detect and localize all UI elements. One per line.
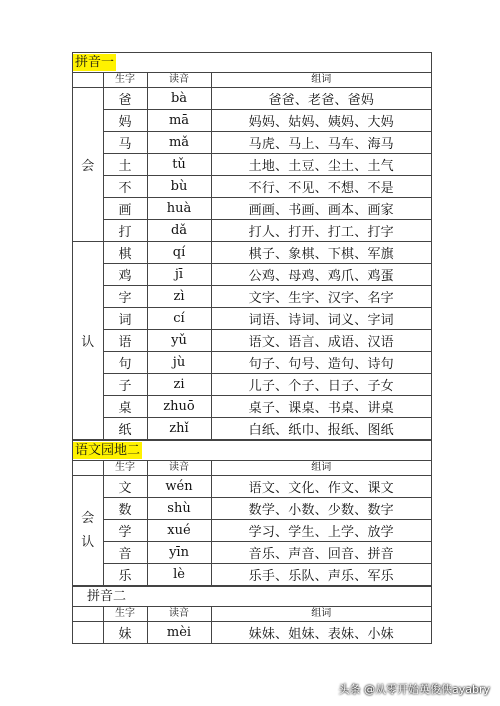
section-header [73, 586, 431, 607]
category-label: 会 认 [73, 476, 103, 586]
pinyin-cell: yǔ [147, 330, 211, 352]
table-row [73, 286, 431, 308]
words-cell: 爸爸、老爸、爸妈 [211, 88, 431, 110]
char-cell: 妈 [103, 110, 147, 132]
table-row [73, 396, 431, 418]
char-cell: 爸 [103, 88, 147, 110]
table-row [73, 330, 431, 352]
pinyin-cell: huà [147, 198, 211, 220]
words-cell: 句子、句号、造句、诗句 [211, 352, 431, 374]
char-cell: 词 [103, 308, 147, 330]
pinyin-cell: wén [147, 476, 211, 498]
char-cell: 画 [103, 198, 147, 220]
table-row [73, 198, 431, 220]
words-cell: 语文、语言、成语、汉语 [211, 330, 431, 352]
words-cell: 妈妈、姑妈、姨妈、大妈 [211, 110, 431, 132]
table-row [73, 176, 431, 198]
words-cell: 词语、诗词、词义、字词 [211, 308, 431, 330]
char-cell: 文 [103, 476, 147, 498]
words-cell: 儿子、个子、日子、子女 [211, 374, 431, 396]
pinyin-cell: zhǐ [147, 418, 211, 440]
char-cell: 马 [103, 132, 147, 154]
header-char: 生字 [103, 607, 147, 622]
words-cell: 打人、打开、打工、打字 [211, 220, 431, 242]
pinyin-cell: zì [147, 286, 211, 308]
header-words: 组词 [211, 607, 431, 622]
category-label [73, 622, 103, 644]
header-pinyin: 读音 [147, 461, 211, 476]
table-header-row [73, 607, 431, 622]
header-pinyin: 读音 [147, 607, 211, 622]
table-header-row [73, 461, 431, 476]
vocab-table [73, 461, 431, 586]
char-cell: 音 [103, 542, 147, 564]
table-row [73, 622, 431, 644]
pinyin-cell: xué [147, 520, 211, 542]
table-row [73, 154, 431, 176]
header-blank [73, 607, 103, 622]
words-cell: 公鸡、母鸡、鸡爪、鸡蛋 [211, 264, 431, 286]
pinyin-cell: cí [147, 308, 211, 330]
table-row [73, 498, 431, 520]
vocab-sheet [72, 52, 432, 644]
section-title: 语文园地二 [75, 443, 141, 458]
words-cell: 数学、小数、少数、数字 [211, 498, 431, 520]
table-row [73, 352, 431, 374]
table-row [73, 564, 431, 586]
table-row [73, 542, 431, 564]
pinyin-cell: bù [147, 176, 211, 198]
vocab-table [73, 607, 431, 644]
header-char: 生字 [103, 461, 147, 476]
words-cell: 白纸、纸巾、报纸、图纸 [211, 418, 431, 440]
words-cell: 乐手、乐队、声乐、军乐 [211, 564, 431, 586]
pinyin-cell: bà [147, 88, 211, 110]
vocab-table [73, 73, 431, 440]
words-cell: 画画、书画、画本、画家 [211, 198, 431, 220]
header-pinyin: 读音 [147, 73, 211, 88]
section-header [73, 52, 431, 73]
table-row [73, 374, 431, 396]
char-cell: 棋 [103, 242, 147, 264]
pinyin-cell: mǎ [147, 132, 211, 154]
words-cell: 马虎、马上、马车、海马 [211, 132, 431, 154]
footer-attribution: 头条 @从零开始英俊侠ayabry [338, 683, 490, 696]
char-cell: 鸡 [103, 264, 147, 286]
char-cell: 不 [103, 176, 147, 198]
pinyin-cell: dǎ [147, 220, 211, 242]
category-label: 会 [73, 88, 103, 242]
pinyin-cell: tǔ [147, 154, 211, 176]
table-row [73, 88, 431, 110]
words-cell: 学习、学生、上学、放学 [211, 520, 431, 542]
table-row [73, 308, 431, 330]
category-label: 认 [73, 242, 103, 440]
char-cell: 纸 [103, 418, 147, 440]
pinyin-cell: yīn [147, 542, 211, 564]
header-char: 生字 [103, 73, 147, 88]
table-header-row [73, 73, 431, 88]
char-cell: 字 [103, 286, 147, 308]
header-words: 组词 [211, 461, 431, 476]
words-cell: 音乐、声音、回音、拼音 [211, 542, 431, 564]
char-cell: 学 [103, 520, 147, 542]
pinyin-cell: jī [147, 264, 211, 286]
table-row [73, 476, 431, 498]
words-cell: 棋子、象棋、下棋、军旗 [211, 242, 431, 264]
words-cell: 语文、文化、作文、课文 [211, 476, 431, 498]
table-row [73, 132, 431, 154]
table-row [73, 220, 431, 242]
char-cell: 桌 [103, 396, 147, 418]
pinyin-cell: lè [147, 564, 211, 586]
words-cell: 妹妹、姐妹、表妹、小妹 [211, 622, 431, 644]
pinyin-cell: mèi [147, 622, 211, 644]
words-cell: 文字、生字、汉字、名字 [211, 286, 431, 308]
table-row [73, 242, 431, 264]
pinyin-cell: qí [147, 242, 211, 264]
header-blank [73, 73, 103, 88]
pinyin-cell: zhuō [147, 396, 211, 418]
section-title: 拼音二 [87, 589, 127, 604]
pinyin-cell: shù [147, 498, 211, 520]
header-blank [73, 461, 103, 476]
char-cell: 句 [103, 352, 147, 374]
pinyin-cell: mā [147, 110, 211, 132]
section-title: 拼音一 [75, 55, 115, 70]
section-header [73, 440, 431, 461]
table-row [73, 520, 431, 542]
char-cell: 打 [103, 220, 147, 242]
words-cell: 桌子、课桌、书桌、讲桌 [211, 396, 431, 418]
words-cell: 不行、不见、不想、不是 [211, 176, 431, 198]
pinyin-cell: zi [147, 374, 211, 396]
header-words: 组词 [211, 73, 431, 88]
char-cell: 妹 [103, 622, 147, 644]
table-row [73, 418, 431, 440]
char-cell: 子 [103, 374, 147, 396]
char-cell: 语 [103, 330, 147, 352]
words-cell: 土地、土豆、尘土、土气 [211, 154, 431, 176]
char-cell: 数 [103, 498, 147, 520]
pinyin-cell: jù [147, 352, 211, 374]
char-cell: 乐 [103, 564, 147, 586]
table-row [73, 110, 431, 132]
char-cell: 土 [103, 154, 147, 176]
table-row [73, 264, 431, 286]
